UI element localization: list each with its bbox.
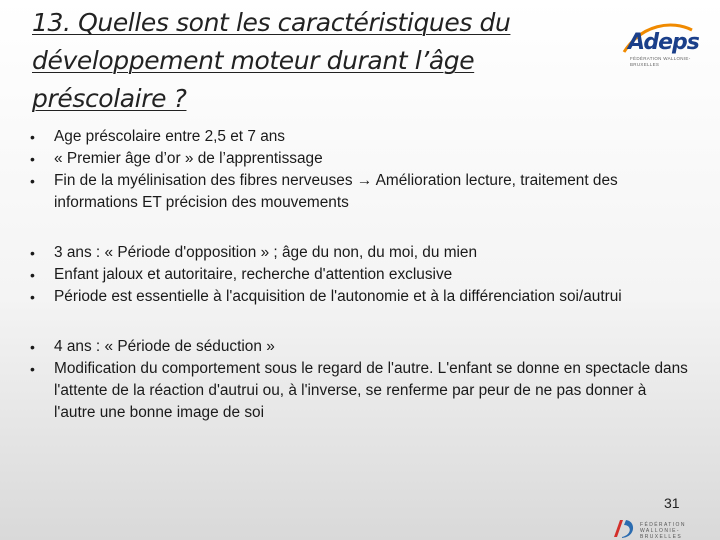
bullet-group-1 [28, 126, 688, 214]
bullet-item [28, 358, 688, 424]
bullet-dot-icon: • [30, 289, 35, 305]
bullet-item [28, 242, 688, 264]
federation-logo [610, 515, 720, 540]
bullet-item [28, 170, 688, 214]
bullet-dot-icon: • [30, 151, 35, 167]
bullet-text: « Premier âge d’or » de l’apprentissage [54, 150, 323, 167]
bullet-group-3 [28, 336, 688, 424]
slide-title: 13. Quelles sont les caractéristiques du développement moteur durant l’âge préscolaire ? [32, 8, 511, 113]
bullet-dot-icon: • [30, 267, 35, 283]
federation-mark-icon [610, 517, 634, 539]
bullet-dot-icon: • [30, 245, 35, 261]
bullet-item [28, 286, 688, 308]
adeps-logo-text: Adeps [628, 30, 699, 55]
bullet-dot-icon: • [30, 173, 35, 189]
bullet-dot-icon: • [30, 361, 35, 377]
bullet-dot-icon: • [30, 339, 35, 355]
page-number: 31 [664, 495, 680, 511]
adeps-logo-subtext: FÉDÉRATION WALLONIE-BRUXELLES [630, 56, 691, 67]
bullet-content [28, 126, 688, 424]
bullet-group-2 [28, 242, 688, 308]
adeps-logo [622, 22, 699, 72]
bullet-item [28, 126, 688, 148]
bullet-text: Période est essentielle à l'acquisition de l'autonomie et à la différenciation soi/autrui [54, 288, 622, 305]
bullet-text: Age préscolaire entre 2,5 et 7 ans [54, 128, 286, 145]
bullet-item [28, 148, 688, 170]
federation-logo-text: FÉDÉRATION WALLONIE-BRUXELLES [640, 522, 686, 540]
bullet-text: Fin de la myélinisation des fibres nerveuses → Amélioration lecture, traitement des informations ET précision des mouvements [54, 172, 618, 211]
bullet-item [28, 264, 688, 286]
bullet-text: 3 ans : « Période d'opposition » ; âge du non, du moi, du mien [54, 244, 478, 261]
bullet-dot-icon: • [30, 129, 35, 145]
bullet-text: Enfant jaloux et autoritaire, recherche d'attention exclusive [54, 266, 453, 283]
bullet-item [28, 336, 688, 358]
bullet-text: 4 ans : « Période de séduction » [54, 338, 275, 355]
bullet-text: Modification du comportement sous le regard de l'autre. L'enfant se donne en spectacle dans l'attente de la réaction d'autrui ou, à l'inverse, se renferme par peur de ne pas donner à l'autre une bonne image de soi [54, 360, 688, 421]
